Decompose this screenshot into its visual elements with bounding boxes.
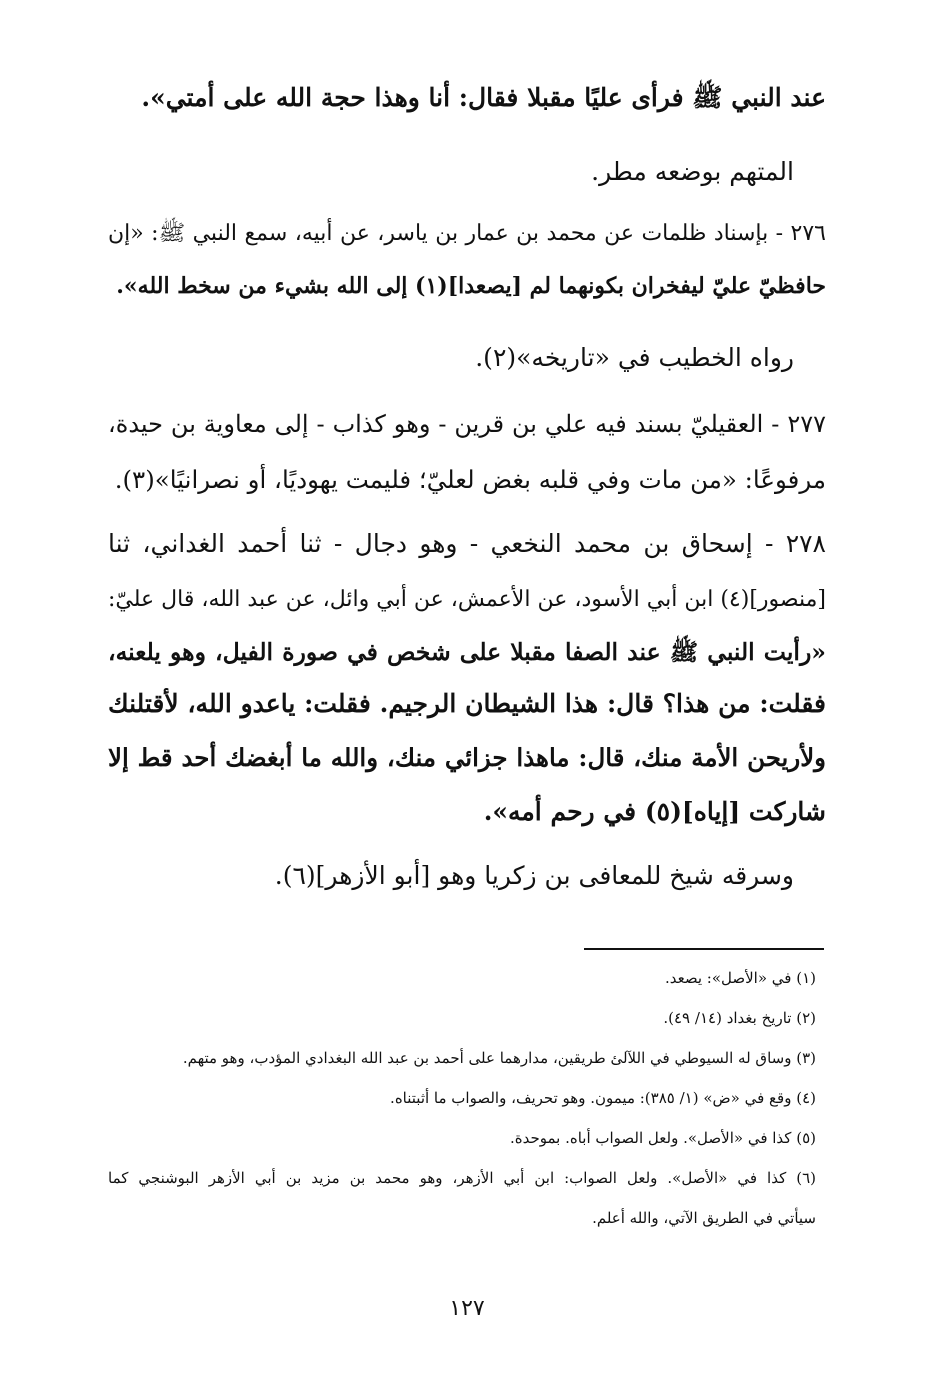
footnote-3: (٣) وساق له السيوطي في اللآلئ طريقين، مدارهما على أحمد بن عبد الله البغدادي المؤدب، وهو متهم. [182,1049,816,1067]
entry-277-line-2: مرفوعًا: «من مات وفي قلبه بغض لعليّ؛ فليمت يهوديًا، أو نصرانيًا»(٣). [114,465,826,494]
text-line-1: عند النبي ﷺ فرأى عليًا مقبلا فقال: أنا وهذا حجة الله على أمتي». [141,83,826,112]
entry-278-line-5: ولأريحن الأمة منك، قال: ماهذا جزائي منك، والله ما أبغضك أحد قط إلا [108,743,826,772]
footnote-5: (٥) كذا في «الأصل». ولعل الصواب أباه. بموحدة. [509,1129,816,1147]
text-line-2: المتهم بوضعه مطر. [591,157,794,186]
footnote-2: (٢) تاريخ بغداد (١٤/ ٤٩). [663,1009,816,1027]
entry-278-line-1: ٢٧٨ - إسحاق بن محمد النخعي - وهو دجال - ثنا أحمد الغداني، ثنا [108,529,826,558]
page-number: ١٢٧ [449,1296,485,1321]
entry-278-line-6: شاركت [إياه](٥) في رحم أمه». [483,797,826,826]
footnote-6-line-1: (٦) كذا في «الأصل». ولعل الصواب: ابن أبي الأزهر، وهو محمد بن مزيد بن أبي الأزهر البوشنجي كما [108,1169,816,1187]
entry-278-line-4: فقلت: من هذا؟ قال: هذا الشيطان الرجيم. فقلت: ياعدو الله، لأقتلنك [108,689,826,718]
footnote-separator [584,948,824,950]
entry-277-line-1: ٢٧٧ - العقيليّ بسند فيه علي بن قرين - وهو كذاب - إلى معاوية بن حيدة، [108,410,826,438]
entry-276-line-2: حافظيّ عليّ ليفخران بكونهما لم [يصعدا](١) إلى الله بشيء من سخط الله». [116,273,826,299]
entry-278-note: وسرقه شيخ للمعافى بن زكريا وهو [أبو الأزهر](٦). [274,861,794,890]
entry-276-source: رواه الخطيب في «تاريخه»(٢). [475,343,794,372]
footnote-4: (٤) وقع في «ض» (١/ ٣٨٥): ميمون. وهو تحريف، والصواب ما أثبتناه. [390,1089,816,1107]
entry-276-line-1: ٢٧٦ - بإسناد ظلمات عن محمد بن عمار بن ياسر، عن أبيه، سمع النبي ﷺ: «إن [108,221,826,246]
entry-278-line-3: «رأيت النبي ﷺ عند الصفا مقبلا على شخص في صورة الفيل، وهو يلعنه، [108,638,826,666]
footnote-1: (١) في «الأصل»: يصعد. [664,969,816,987]
entry-278-line-2: [منصور](٤) ابن أبي الأسود، عن الأعمش، عن أبي وائل، عن عبد الله، قال عليّ: [108,587,826,612]
footnote-6-line-2: سيأتي في الطريق الآتي، والله أعلم. [592,1209,816,1227]
